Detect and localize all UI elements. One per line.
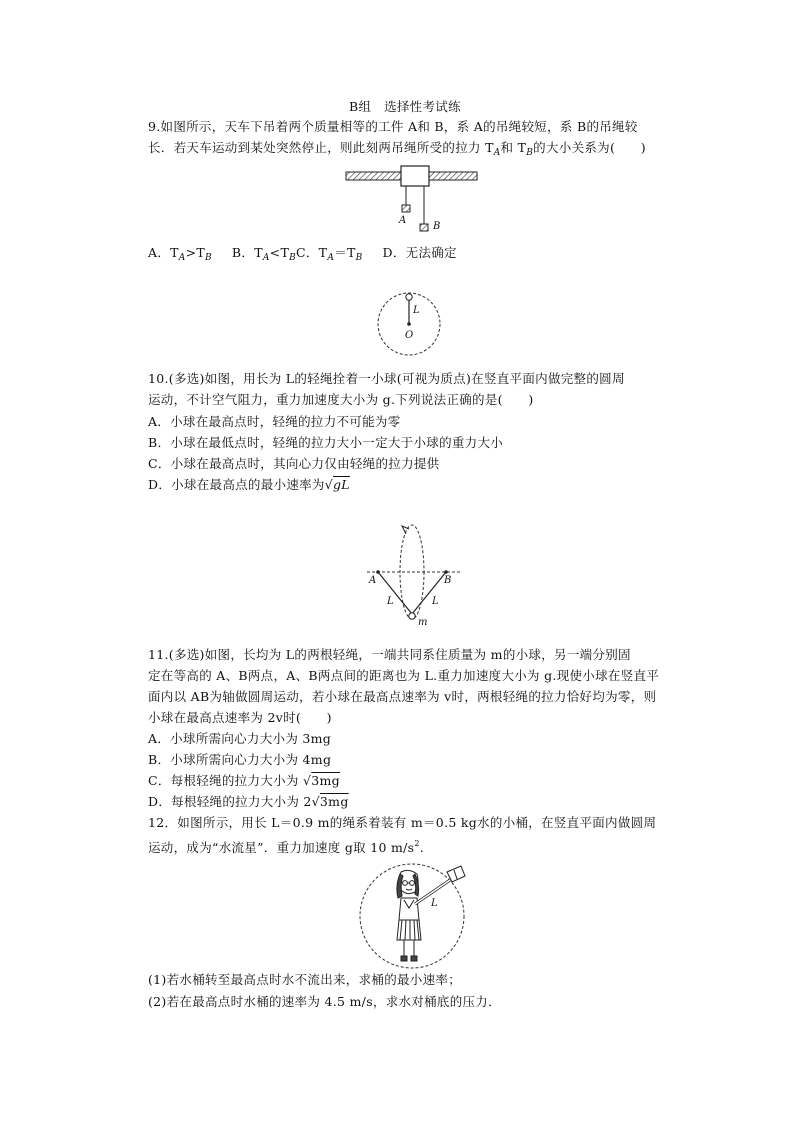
crane-trolley bbox=[401, 166, 429, 186]
q11-text-line3: 面内以 AB为轴做圆周运动，若小球在最高点速率为 v时，两根轻绳的拉力恰好均为零，则 bbox=[148, 689, 657, 704]
q10-circle-figure bbox=[376, 291, 442, 357]
q9-fig-label-b: B bbox=[433, 221, 441, 232]
q9-fig-label-a: A bbox=[399, 215, 407, 226]
q9-crane-figure bbox=[345, 165, 480, 235]
q9-text-line1: 9.如图所示，天车下吊着两个质量相等的工件 A和 B，系 A的吊绳较短，系 B的吊绳较 bbox=[148, 119, 638, 134]
q11-option-c: C．每根轻绳的拉力大小为 √3mg bbox=[148, 773, 340, 788]
q11-fig-label-m: m bbox=[418, 617, 428, 628]
q10-fig-label-o: O bbox=[405, 330, 414, 341]
sqrt-symbol: √ bbox=[324, 477, 333, 492]
girl-illustration bbox=[397, 870, 453, 961]
q11-option-d: D．每根轻绳的拉力大小为 2√3mg bbox=[148, 794, 349, 809]
q12-subquestion-2: (2)若在最高点时水桶的速率为 4.5 m/s，求水对桶底的压力． bbox=[148, 994, 501, 1009]
q11-option-a: A．小球所需向心力大小为 3mg bbox=[148, 731, 332, 746]
q9-option-a: A．$T_A>T_B$ bbox=[148, 245, 212, 263]
q12-fig-label-l: L bbox=[431, 898, 438, 909]
q11-fig-label-a: A bbox=[369, 575, 377, 586]
q11-option-b: B．小球所需向心力大小为 4mg bbox=[148, 752, 332, 767]
q10-option-b: B．小球在最低点时，轻绳的拉力大小一定大于小球的重力大小 bbox=[148, 435, 504, 450]
q10-fig-label-l: L bbox=[413, 305, 420, 316]
section-title: B组 选择性考试练 bbox=[349, 99, 461, 114]
q11-text-line2: 定在等高的 A、B两点，A、B两点间的距离也为 L.重力加速度大小为 g.现使小球在竖直平 bbox=[148, 668, 660, 683]
q11-text-line4: 小球在最高点速率为 2v时( ) bbox=[148, 710, 332, 725]
q11-fig-label-b: B bbox=[444, 575, 452, 586]
ball-m bbox=[409, 613, 415, 619]
q9-options bbox=[148, 243, 457, 268]
q12-subquestion-1: (1)若水桶转至最高点时水不流出来，求桶的最小速率； bbox=[148, 972, 462, 987]
workpiece-b bbox=[420, 224, 428, 231]
q12-text-line2: 运动，成为“水流星”．重力加速度 g取 10 $m/s^2$. bbox=[148, 839, 425, 855]
q11-text-line1: 11.(多选)如图，长均为 L的两根轻绳，一端共同系住质量为 m的小球，另一端分别固 bbox=[148, 647, 631, 662]
q11-fig-label-l-left: L bbox=[387, 596, 394, 607]
sqrt-symbol: √ bbox=[311, 794, 320, 809]
workpiece-a bbox=[402, 205, 410, 212]
q10-option-c: C．小球在最高点时，其向心力仅由轻绳的拉力提供 bbox=[148, 456, 440, 471]
center-point bbox=[407, 322, 411, 326]
q9-option-b: B．$T_A<T_B$ bbox=[231, 245, 297, 263]
q10-option-d: D．小球在最高点的最小速率为√gL bbox=[148, 477, 350, 492]
q9-text-line2: 长．若天车运动到某处突然停止，则此刻两吊绳所受的拉力 $T_A$和 $T_B$的大小关系为( ) bbox=[148, 140, 646, 158]
q12-text-line1: 12．如图所示，用长 L＝0.9 m的绳系着装有 m＝0.5 kg水的小桶，在竖直平面内做圆周 bbox=[148, 815, 657, 830]
q11-fig-label-l-right: L bbox=[432, 596, 439, 607]
q10-option-a: A．小球在最高点时，轻绳的拉力不可能为零 bbox=[148, 414, 401, 429]
q10-text-line2: 运动，不计空气阻力，重力加速度大小为 g.下列说法正确的是( ) bbox=[148, 392, 534, 407]
ball bbox=[406, 294, 412, 300]
q12-water-star-figure bbox=[357, 862, 467, 970]
sqrt-symbol: √ bbox=[298, 773, 312, 788]
q9-option-c: C．$T_A=T_B$ bbox=[296, 245, 363, 263]
q11-two-string-figure bbox=[362, 520, 466, 640]
q10-text-line1: 10.(多选)如图，用长为 L的轻绳拴着一小球(可视为质点)在竖直平面内做完整的圆周 bbox=[148, 371, 625, 386]
q9-option-d: D．无法确定 bbox=[382, 245, 457, 260]
